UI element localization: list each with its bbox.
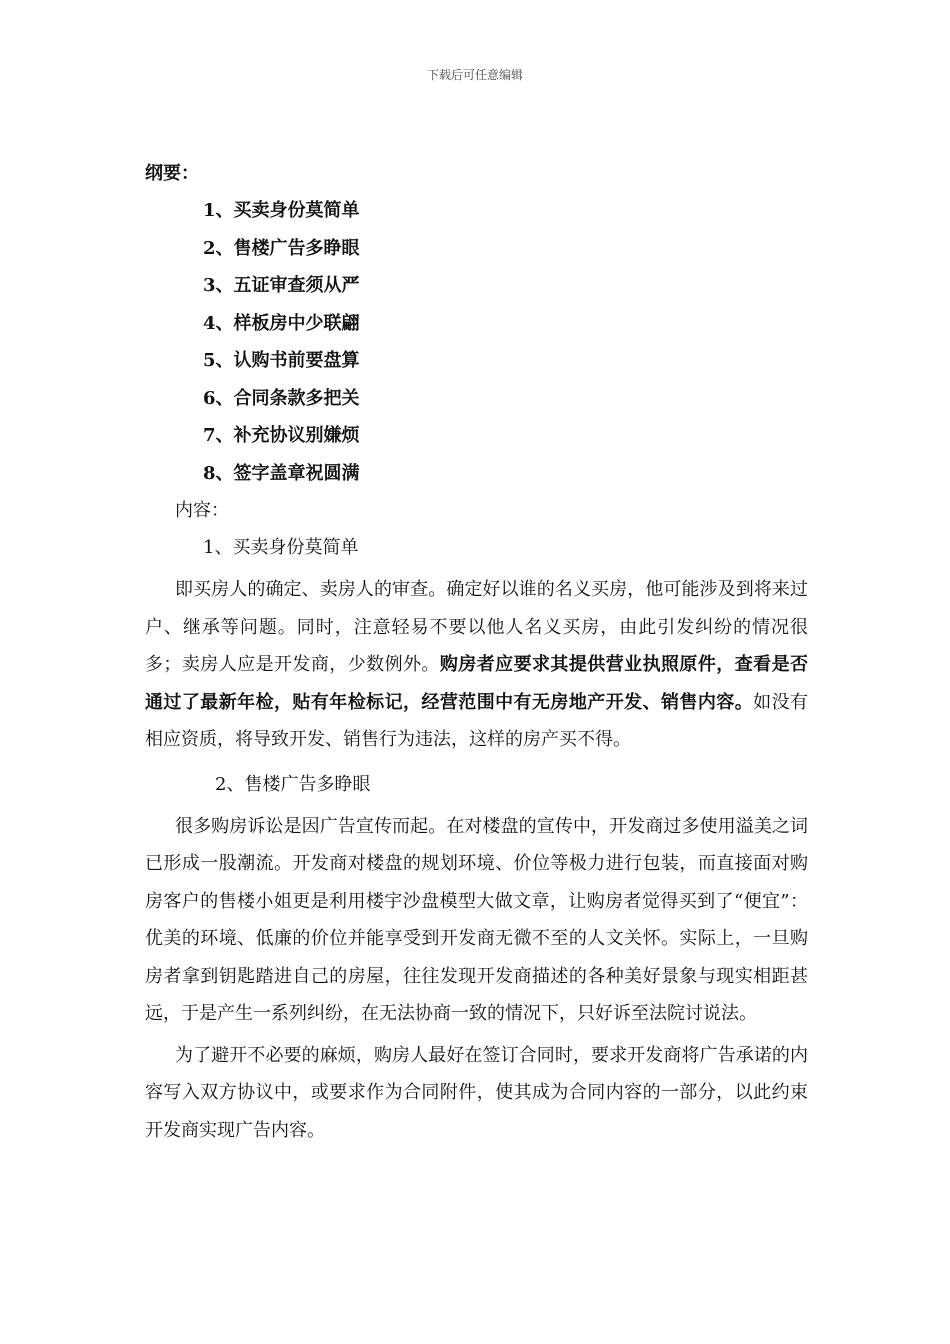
outline-item: 5、认购书前要盘算 [203,350,360,371]
section-2-paragraph-2: 为了避开不必要的麻烦，购房人最好在签订合同时，要求开发商将广告承诺的内容写入双方协议中，或要求作为合同附件，使其成为合同内容的一部分，以此约束开发商实现广告内容。 [145,1044,808,1141]
section-1-title: 1、买卖身份莫简单 [203,537,359,558]
outline-item: 7、补充协议别嫌烦 [203,425,360,446]
section-2-title: 2、售楼广告多睁眼 [215,773,371,795]
section-1-text-b: 如没有相应资质，将导致开发、销售行为违法，这样的房产买不得。 [145,691,808,750]
outline-list [145,197,808,488]
outline-item: 2、售楼广告多睁眼 [203,237,360,259]
section-1-paragraph [145,571,808,759]
outline-title: 纲要： [145,163,199,184]
outline-item: 4、样板房中少联翩 [203,312,360,334]
section-1-text-a: 即买房人的确定、卖房人的审查。确定好以谁的名义买房，他可能涉及到将来过户、继承等问题。同时，注意轻易不要以他人名义买房，由此引发纠纷的情况很多；卖房人应是开发商，少数例外。 [145,579,808,675]
outline-item: 1、买卖身份莫简单 [203,200,360,221]
outline-item: 3、五证审查须从严 [203,275,360,296]
outline-item: 8、签字盖章祝圆满 [203,462,360,484]
outline-item: 6、合同条款多把关 [203,387,360,409]
document-body [145,160,808,1149]
page-header: 下载后可任意编辑 [426,68,523,82]
content-label: 内容： [175,500,229,521]
section-2-paragraph-1: 很多购房诉讼是因广告宣传而起。在对楼盘的宣传中，开发商过多使用溢美之词已形成一股潮流。开发商对楼盘的规划环境、价位等极力进行包装，而直接面对购房客户的售楼小姐更是利用楼宇沙盘模型大做文章，让购房者觉得买到了“便宜”：优美的环境、低廉的价位并能享受到开发商无微不至的人文关怀。实际上，一旦购房者拿到钥匙踏进自己的房屋，往往发现开发商描述的各种美好景象与现实相距甚远，于是产生一系列纠纷，在无法协商一致的情况下，只好诉至法院讨说法。 [145,815,808,1024]
section-1-bold-text: 购房者应要求其提供营业执照原件，查看是否通过了最新年检，贴有年检标记，经营范围中有无房地产开发、销售内容。 [145,654,809,713]
